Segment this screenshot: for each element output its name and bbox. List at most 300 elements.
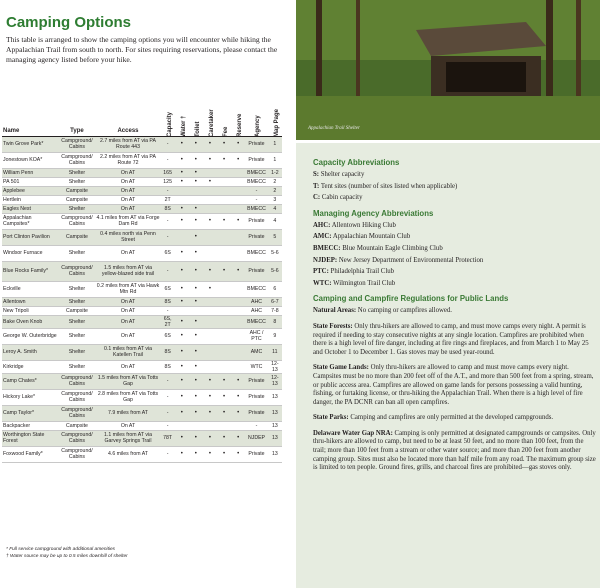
cell-caretaker [203,168,217,177]
header-access: Access [95,90,160,136]
cell-reserve [231,229,245,245]
cell-agency: Private [245,261,268,281]
cell-map: 2 [268,177,282,186]
regulations-code: State Game Lands: [313,364,369,372]
cell-access: On AT [95,204,160,213]
cell-toilet [189,195,203,204]
cell-caretaker: • [203,405,217,421]
cell-type: Campground/ Cabins [58,430,95,446]
cell-type: Campground/ Cabins [58,405,95,421]
footnotes [6,546,128,560]
cell-name: Jonestown KOA* [2,152,58,168]
regulations-item [313,364,597,407]
cell-water: • [175,297,189,306]
cell-access: On AT [95,177,160,186]
cell-name: Kirkridge [2,360,58,373]
cell-toilet: • [189,373,203,389]
cell-caretaker [203,328,217,344]
cell-agency: - [245,195,268,204]
shelter-illustration [296,0,600,140]
cell-toilet: • [189,168,203,177]
cell-access: 1.5 miles from AT via yellow-blazed side trail [95,261,160,281]
cell-access: On AT [95,195,160,204]
cell-map: 5-6 [268,245,282,261]
cell-caretaker: • [203,430,217,446]
cell-fee [217,328,231,344]
cell-map: 5-6 [268,261,282,281]
cell-access: 2.8 miles from AT via Totts Gap [95,389,160,405]
regulations-list [313,307,597,473]
cell-capacity: 125 [161,177,175,186]
cell-fee [217,297,231,306]
cell-name: George W. Outerbridge [2,328,58,344]
cell-agency: AMC [245,344,268,360]
table-row [2,446,282,462]
cell-reserve: • [231,152,245,168]
cell-type: Shelter [58,297,95,306]
cell-access: On AT [95,168,160,177]
table-row [2,430,282,446]
footnote-water: † Water source may be up to 0.5 miles downhill of shelter [6,554,128,559]
cell-reserve: • [231,261,245,281]
cell-toilet: • [189,152,203,168]
cell-capacity: 6S [161,328,175,344]
cell-reserve [231,168,245,177]
cell-fee [217,168,231,177]
cell-map: 1 [268,152,282,168]
cell-access: 0.1 miles from AT via Katellen Trail [95,344,160,360]
cell-name: PA 501 [2,177,58,186]
cell-water: • [175,204,189,213]
cell-fee: • [217,136,231,152]
cell-toilet [189,421,203,430]
cell-agency: WTC [245,360,268,373]
table-row [2,281,282,297]
cell-toilet [189,306,203,315]
table-row [2,261,282,281]
cell-access: On AT [95,360,160,373]
cell-caretaker: • [203,281,217,297]
cell-water [175,195,189,204]
capacity-text: Cabin capacity [320,194,363,202]
cell-water: • [175,213,189,229]
cell-map: 3 [268,195,282,204]
intro-text: This table is arranged to show the camping options you will encounter while hiking the Appalachian Trail from south to north. For sites requiring reservations, please contact the managing agency listed before your hike. [6,35,278,64]
cell-toilet: • [189,389,203,405]
header-type: Type [58,90,95,136]
table-body [2,136,282,462]
cell-toilet: • [189,315,203,328]
cell-agency: Private [245,136,268,152]
cell-agency: Private [245,405,268,421]
cell-access: On AT [95,186,160,195]
capacity-heading: Capacity Abbreviations [313,158,400,167]
cell-reserve: • [231,446,245,462]
cell-caretaker: • [203,389,217,405]
page-title: Camping Options [6,14,131,31]
cell-reserve [231,204,245,213]
regulations-item [313,323,597,357]
table-row [2,373,282,389]
table-row [2,168,282,177]
capacity-item [313,171,597,180]
header-agency: Agency [245,90,268,136]
cell-access: On AT [95,421,160,430]
cell-capacity: 8S [161,360,175,373]
capacity-item [313,183,597,192]
table-row [2,360,282,373]
cell-water: • [175,373,189,389]
cell-reserve: • [231,389,245,405]
header-water: Water † [175,90,189,136]
cell-caretaker [203,195,217,204]
cell-capacity: - [161,373,175,389]
cell-reserve [231,360,245,373]
cell-water [175,306,189,315]
cell-toilet: • [189,261,203,281]
cell-fee [217,245,231,261]
capacity-code: T: [313,182,320,190]
cell-toilet: • [189,136,203,152]
header-name: Name [2,90,58,136]
cell-fee [217,204,231,213]
cell-name: Blue Rocks Family* [2,261,58,281]
cell-fee: • [217,405,231,421]
cell-name: Backpacker [2,421,58,430]
cell-name: Camp Chates* [2,373,58,389]
cell-type: Campsite [58,306,95,315]
cell-access: 4.1 miles from AT via Forge Dam Rd [96,215,160,227]
agency-heading: Managing Agency Abbreviations [313,208,434,218]
cell-agency: - [245,421,268,430]
table-row [2,315,282,328]
cell-name: Appalachian Campsites* [2,213,58,229]
cell-access: 1.1 miles from AT via Garvey Springs Trail [95,430,160,446]
cell-toilet: • [189,177,203,186]
agency-code: NJDEP: [313,256,338,264]
cell-map: 1 [268,136,282,152]
cell-capacity: - [161,446,175,462]
camping-table [2,90,282,463]
cell-agency: BMECC [247,205,266,212]
cell-reserve [231,195,245,204]
agency-code: WTC: [313,279,332,287]
agency-code: PTC: [313,268,329,276]
cell-caretaker [203,229,217,245]
regulations-text: Only thru-hikers are allowed to camp, and must move camps every night. A permit is required if needing to stay consecutive nights at any single location. Campfires are prohibited when there is a high level of fire danger, including at fire rings and fireplaces, and from March 1 to May 25 and October 1 to December 1. Gas stoves may be used year-round. [313,322,589,356]
cell-map: 4 [268,204,282,213]
cell-agency: BMECC [247,169,266,176]
regulations-text: Camping is only permitted at designated campgrounds or campsites. Only thru-hikers are allowed to camp, but need to be at least 50 feet, and no more than 100 feet, from the trail; more than 100 feet from a stream or other water source; and more than 200 feet from another camping group. Sites must also be located more than half mile from any road. The maximum group size is limited to ten people. Ground fires, grills, and charcoal fires are prohibited—gas stoves only. [313,429,596,472]
agency-code: AMC: [313,233,332,241]
cell-reserve [231,344,245,360]
cell-agency: Private [245,213,268,229]
cell-water: • [175,152,189,168]
cell-water: • [175,261,189,281]
cell-type: Shelter [58,360,95,373]
capacity-item [313,194,597,203]
cell-water: • [175,360,189,373]
footnote-full-service: * Full service campground with additional amenities [6,547,116,552]
cell-capacity: - [161,389,175,405]
regulations-item [313,307,597,316]
cell-type: Shelter [58,328,95,344]
cell-water: • [175,405,189,421]
cell-water: • [175,281,189,297]
agency-code: AHC: [313,221,331,229]
cell-name: Hertlein [2,195,58,204]
cell-map: 8 [268,315,282,328]
cell-fee [217,195,231,204]
cell-toilet: • [189,297,203,306]
regulations-text: No camping or campfires allowed. [356,307,452,315]
cell-type: Campground/ Cabins [58,136,95,152]
regulations-heading: Camping and Campfire Regulations for Public Lands [313,294,509,304]
cell-capacity: - [161,152,175,168]
agency-list [313,222,597,289]
cell-name: Eckville [2,281,58,297]
cell-map: 2 [268,186,282,195]
capacity-text: Tent sites (number of sites listed when applicable) [319,182,458,190]
cell-type: Shelter [58,168,95,177]
cell-capacity: 6S [161,281,175,297]
cell-caretaker: • [203,373,217,389]
cell-reserve: • [231,405,245,421]
cell-agency: BMECC [245,315,268,328]
cell-capacity: - [161,186,175,195]
cell-capacity: - [161,136,175,152]
agency-text: Allentown Hiking Club [330,221,396,229]
cell-water: • [175,328,189,344]
cell-access: On AT [95,328,160,344]
table-row [2,177,282,186]
cell-map: 13 [268,421,282,430]
cell-access: On AT [95,245,160,261]
cell-access: 0.2 miles from AT via Hawk Mtn Rd [96,283,160,295]
regulations-code: State Forests: [313,322,353,330]
cell-caretaker: • [203,261,217,281]
cell-name: Port Clinton Pavilion [2,229,58,245]
cell-capacity: - [161,405,175,421]
cell-caretaker [203,245,217,261]
cell-access: 2.7 miles from AT via PA Route 443 [95,136,160,152]
cell-reserve: • [231,430,245,446]
cell-water: • [175,136,189,152]
cell-water [175,229,189,245]
table-row [2,213,282,229]
cell-access: On AT [95,297,160,306]
cell-capacity: 6S [161,245,175,261]
cell-type: Campground/ Cabins [58,373,95,389]
cell-toilet: • [189,281,203,297]
cell-reserve [231,328,245,344]
cell-type: Campsite [58,186,95,195]
table-row [2,389,282,405]
cell-capacity: 6S, 2T [161,315,175,328]
table-row [2,297,282,306]
cell-agency: Private [245,446,268,462]
cell-toilet: • [189,229,203,245]
cell-type: Campsite [58,195,95,204]
cell-toilet: • [189,245,203,261]
regulations-text: Only thru-hikers are allowed to camp and must move camps every night. Campsites must be no more than 200 feet off of the A.T., and more than 500 feet from a spring, stream, or public access area. Campfires are allowed on game lands for persons possessing a valid hunting, fishing, or furtaking license, or thru-hiking the Appalachian Trail. When there is a high level of fire danger, the PA DCNR can ban all open campfires. [313,364,594,406]
cell-agency: Private [245,389,268,405]
cell-name: Eagles Nest [2,204,58,213]
cell-water: • [175,177,189,186]
info-content [313,154,597,473]
cell-water: • [175,245,189,261]
photo-caption: Appalachian Trail Shelter [308,126,360,131]
cell-map: 12-13 [268,373,282,389]
cell-toilet [189,186,203,195]
cell-water: • [175,168,189,177]
cell-agency: AHC [245,297,268,306]
header-caretaker: Caretaker [203,90,217,136]
cell-agency: AHC / PTC [245,328,268,344]
table-row [2,186,282,195]
cell-caretaker [203,297,217,306]
cell-map: 9 [268,328,282,344]
cell-toilet: • [189,204,203,213]
cell-capacity: 2T [161,195,175,204]
cell-access: 2.2 miles from AT via PA Route 72 [95,152,160,168]
cell-fee: • [217,152,231,168]
header-capacity: Capacity [161,90,175,136]
cell-fee [217,360,231,373]
cell-reserve: • [231,136,245,152]
agency-item [313,222,597,231]
cell-agency: BMECC [245,245,268,261]
cell-reserve: • [231,373,245,389]
cell-reserve [231,297,245,306]
agency-code: BMECC: [313,244,341,252]
cell-name: Twin Grove Park* [2,136,58,152]
cell-name: Camp Taylor* [2,405,58,421]
cell-water [175,186,189,195]
agency-item [313,257,597,266]
capacity-code: S: [313,171,320,178]
agency-item [313,233,597,242]
agency-text: Appalachian Mountain Club [331,233,411,241]
cell-type: Campground/ Cabins [58,261,95,281]
cell-toilet: • [189,344,203,360]
cell-capacity: - [161,421,175,430]
cell-map: 13 [268,405,282,421]
cell-name: Allentown [2,297,58,306]
cell-capacity: - [161,213,175,229]
cell-reserve [231,281,245,297]
cell-access: On AT [95,306,160,315]
cell-caretaker: • [203,136,217,152]
table-header-row [2,90,282,136]
cell-capacity: - [161,261,175,281]
agency-text: New Jersey Department of Environmental Protection [337,256,484,264]
cell-type: Shelter [58,344,95,360]
cell-type: Shelter [58,281,95,297]
cell-capacity: 165 [161,168,175,177]
cell-fee [217,344,231,360]
regulations-code: State Parks: [313,414,349,422]
cell-fee [217,421,231,430]
cell-fee [217,315,231,328]
cell-capacity: 78T [161,430,175,446]
cell-water: • [175,344,189,360]
cell-type: Shelter [58,315,95,328]
cell-name: New Tripoli [2,306,58,315]
agency-item [313,268,597,277]
cell-access: 4.6 miles from AT [95,446,160,462]
cell-agency: Private [245,229,268,245]
cell-toilet: • [189,360,203,373]
cell-toilet: • [189,430,203,446]
cell-agency: - [245,186,268,195]
cell-agency: Private [245,373,268,389]
cell-capacity: 8S [161,344,175,360]
cell-type: Campsite [58,421,95,430]
cell-map: 12-13 [268,360,282,373]
cell-fee: • [217,446,231,462]
agency-text: Philadelphia Trail Club [328,268,395,276]
cell-type: Campsite [58,229,95,245]
cell-type: Shelter [58,204,95,213]
cell-fee [217,186,231,195]
table-row [2,245,282,261]
cell-type: Campground/ Cabins [58,389,95,405]
cell-map: 7-8 [268,306,282,315]
cell-type: Shelter [58,177,95,186]
cell-agency: BMECC [247,178,266,185]
cell-caretaker [203,204,217,213]
table-row [2,328,282,344]
cell-access: 1.5 miles from AT via Totts Gap [95,373,160,389]
cell-map: 13 [268,446,282,462]
cell-reserve [231,421,245,430]
cell-caretaker: • [203,152,217,168]
cell-map: 6 [268,281,282,297]
table-row [2,204,282,213]
cell-fee [217,281,231,297]
header-fee: Fee [217,90,231,136]
cell-caretaker: • [203,446,217,462]
table-row [2,229,282,245]
cell-reserve [231,315,245,328]
cell-type: Campground/ Cabins [58,152,95,168]
cell-map: 4 [268,213,282,229]
cell-name: Foxwood Family* [2,446,58,462]
table-row [2,344,282,360]
capacity-text: Shelter capacity [319,171,365,178]
cell-name: Applebee [2,186,58,195]
cell-access: 7.9 miles from AT [95,405,160,421]
cell-name: Bake Oven Knob [2,315,58,328]
regulations-item [313,414,597,423]
cell-fee: • [217,213,231,229]
cell-access: On AT [95,315,160,328]
header-reserve: Reserve [231,90,245,136]
cell-name: William Penn [2,168,58,177]
cell-water: • [175,315,189,328]
cell-map: 1-2 [268,168,282,177]
cell-water: • [175,389,189,405]
cell-caretaker [203,315,217,328]
agency-text: Wilmington Trail Club [331,279,396,287]
header-map-page: Map Page [268,90,282,136]
cell-name: Leroy A. Smith [2,344,58,360]
cell-capacity: - [161,229,175,245]
regulations-text: Camping and campfires are only permitted at the developed campgrounds. [348,414,554,422]
cell-water [175,421,189,430]
shelter-photo [296,0,600,140]
